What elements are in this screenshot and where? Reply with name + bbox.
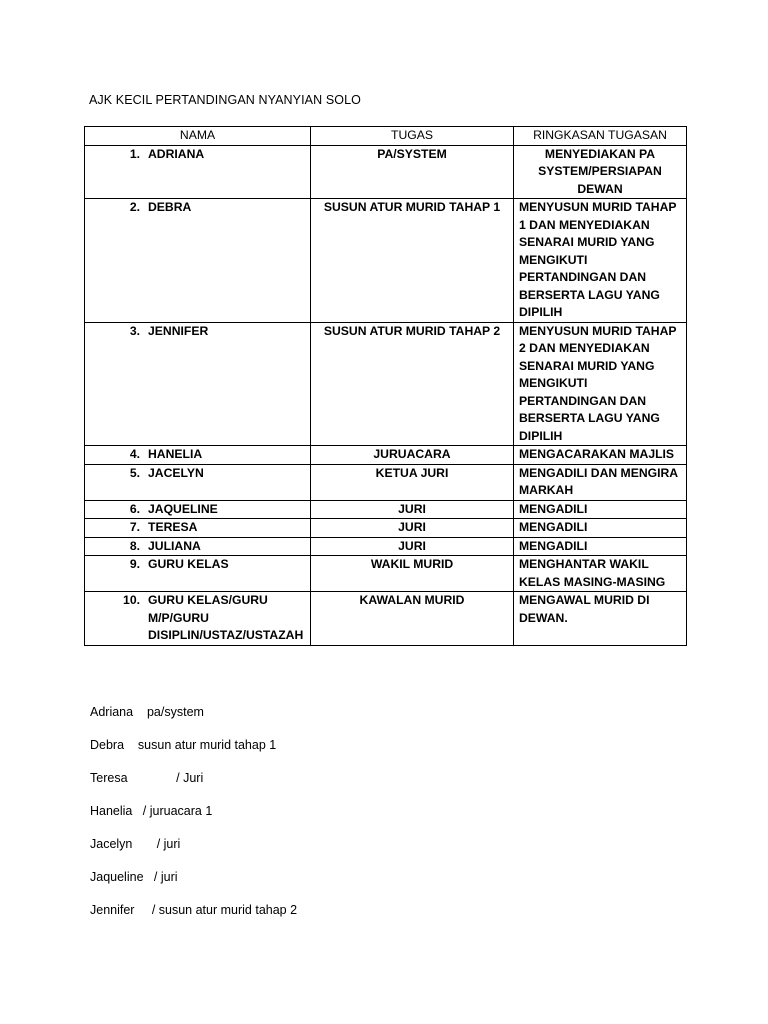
ringkasan-cell: MENYUSUN MURID TAHAP 2 DAN MENYEDIAKAN SENARAI MURID YANG MENGIKUTI PERTANDINGAN DAN BERSERTA LAGU YANG DIPILIH bbox=[514, 322, 687, 446]
table-header-row bbox=[85, 127, 687, 146]
tugas-cell: KAWALAN MURID bbox=[311, 592, 514, 646]
row-number: 4. bbox=[129, 447, 140, 461]
row-number: 5. bbox=[129, 465, 140, 480]
note-line: Jennifer / susun atur murid tahap 2 bbox=[90, 903, 298, 917]
name-cell bbox=[85, 537, 311, 556]
tugas-cell: JURI bbox=[311, 537, 514, 556]
committee-table bbox=[84, 126, 687, 646]
header-tugas: TUGAS bbox=[311, 127, 514, 146]
name-cell bbox=[85, 145, 311, 199]
tugas-cell: PA/SYSTEM bbox=[311, 145, 514, 199]
ringkasan-cell: MENGACARAKAN MAJLIS bbox=[514, 446, 687, 465]
table-row bbox=[85, 556, 687, 592]
ringkasan-cell: MENGADILI bbox=[514, 500, 687, 519]
name-cell bbox=[85, 519, 311, 538]
tugas-cell: JURI bbox=[311, 500, 514, 519]
ringkasan-cell: MENGADILI bbox=[514, 537, 687, 556]
tugas-cell: WAKIL MURID bbox=[311, 556, 514, 592]
tugas-cell: JURUACARA bbox=[311, 446, 514, 465]
note-line: Teresa / Juri bbox=[90, 771, 204, 785]
name-cell bbox=[85, 446, 311, 465]
notes-list bbox=[90, 704, 297, 935]
table-row bbox=[85, 519, 687, 538]
table-row bbox=[85, 464, 687, 500]
name-cell bbox=[85, 592, 311, 646]
row-number: 10. bbox=[123, 593, 140, 607]
row-name: JULIANA bbox=[148, 538, 201, 553]
row-number: 3. bbox=[129, 323, 140, 338]
row-number: 6. bbox=[129, 501, 140, 516]
document-title: AJK KECIL PERTANDINGAN NYANYIAN SOLO bbox=[89, 93, 361, 107]
row-number: 8. bbox=[129, 538, 140, 553]
row-name: ADRIANA bbox=[148, 146, 205, 161]
note-line: Hanelia / juruacara 1 bbox=[90, 804, 213, 818]
tugas-cell: JURI bbox=[311, 519, 514, 538]
row-name: DEBRA bbox=[148, 200, 192, 214]
table-row bbox=[85, 322, 687, 446]
tugas-cell: KETUA JURI bbox=[311, 464, 514, 500]
row-name: GURU KELAS/GURU M/P/GURU DISIPLIN/USTAZ/USTAZAH bbox=[148, 593, 304, 642]
ringkasan-cell: MENYUSUN MURID TAHAP 1 DAN MENYEDIAKAN SENARAI MURID YANG MENGIKUTI PERTANDINGAN DAN BERSERTA LAGU YANG DIPILIH bbox=[514, 199, 687, 323]
row-number: 2. bbox=[129, 200, 140, 214]
row-name: GURU KELAS bbox=[148, 557, 229, 571]
row-number: 7. bbox=[129, 520, 140, 534]
row-number: 9. bbox=[129, 557, 140, 571]
note-line: Debra susun atur murid tahap 1 bbox=[90, 738, 277, 752]
note-line: Jacelyn / juri bbox=[90, 837, 181, 851]
tugas-cell: SUSUN ATUR MURID TAHAP 2 bbox=[311, 322, 514, 446]
ringkasan-cell: MENGHANTAR WAKIL KELAS MASING-MASING bbox=[514, 556, 687, 592]
ringkasan-cell: MENGADILI bbox=[514, 519, 687, 538]
name-cell bbox=[85, 556, 311, 592]
table-row bbox=[85, 500, 687, 519]
ringkasan-cell: MENGAWAL MURID DI DEWAN. bbox=[514, 592, 687, 646]
table-row bbox=[85, 537, 687, 556]
table-row bbox=[85, 592, 687, 646]
table-row bbox=[85, 145, 687, 199]
name-cell bbox=[85, 464, 311, 500]
name-cell bbox=[85, 199, 311, 323]
ringkasan-cell: MENGADILI DAN MENGIRA MARKAH bbox=[514, 464, 687, 500]
header-ringkasan: RINGKASAN TUGASAN bbox=[514, 127, 687, 146]
row-name: JAQUELINE bbox=[148, 501, 218, 516]
name-cell bbox=[85, 500, 311, 519]
row-name: TERESA bbox=[148, 520, 198, 534]
row-name: JENNIFER bbox=[148, 323, 209, 338]
row-name: HANELIA bbox=[148, 447, 203, 461]
tugas-cell: SUSUN ATUR MURID TAHAP 1 bbox=[311, 199, 514, 323]
row-name: JACELYN bbox=[148, 465, 204, 480]
name-cell bbox=[85, 322, 311, 446]
note-line: Adriana pa/system bbox=[90, 705, 204, 719]
row-number: 1. bbox=[129, 146, 140, 161]
table-row bbox=[85, 446, 687, 465]
note-line: Jaqueline / juri bbox=[90, 870, 178, 884]
table-row bbox=[85, 199, 687, 323]
header-nama: NAMA bbox=[85, 127, 311, 146]
ringkasan-cell: MENYEDIAKAN PA SYSTEM/PERSIAPAN DEWAN bbox=[514, 145, 687, 199]
